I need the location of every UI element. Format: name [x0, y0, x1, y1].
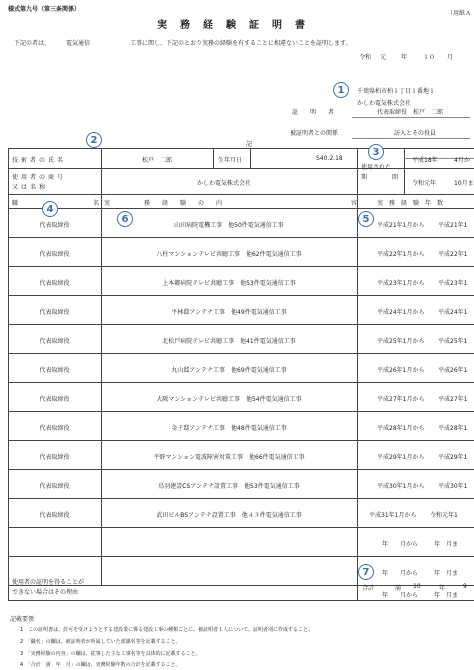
total-label: 合計 — [362, 585, 375, 592]
row-position: 代表取締役 — [39, 367, 70, 374]
engineer-name: 松戸 二郎 — [142, 157, 173, 164]
form-number: 様式第九号（第三条関係） — [8, 6, 81, 13]
relation-underline — [352, 138, 470, 139]
row-from: 平成31年1月から — [369, 512, 417, 519]
row-to: 平成24年1 — [438, 309, 468, 316]
period-end: 令和元年 — [412, 180, 437, 187]
row-content: 山田病院電機工事 他50件電気通信工事 — [174, 222, 284, 229]
row-position: 代表取締役 — [39, 280, 70, 287]
col-content-header-start: 実 — [104, 200, 111, 207]
row-to: 平成27年1 — [438, 396, 468, 403]
row-from: 平成28年1月から — [377, 425, 425, 432]
statement-text: 工事に関し、下記のとおり実務の経験を有することに相違ないことを証明します。 — [130, 40, 352, 47]
period-label-2: 期 — [361, 174, 368, 181]
row-from: 平成30年1月から — [377, 483, 425, 490]
row-to: 平成30年1 — [438, 483, 468, 490]
row-content: 金子邸アンテナ工事 他48件電気通信工事 — [171, 425, 287, 432]
paper-size-note: （用紙Ａ — [447, 10, 472, 17]
row-content: 大阪マンションテレビ共聴工事 他54件電気通信工事 — [156, 396, 302, 403]
row-position: 代表取締役 — [39, 251, 70, 258]
row-from: 平成27年1月から — [377, 396, 425, 403]
row-from: 年 月から — [382, 592, 419, 599]
period-label-3: 間 — [392, 174, 399, 181]
col-years-header: 実 務 経 験 年 数 — [377, 200, 444, 207]
note-item: 3 「実務経験の内容」の欄は、従事した主な工事名等を具体的に記載すること。 — [20, 651, 201, 657]
row-position: 代表取締役 — [39, 338, 70, 345]
period-end-month: 10月ま — [454, 180, 474, 187]
date-month-unit: 月 — [447, 54, 454, 61]
reason-label-1: 使用者の証明を得ることが — [12, 579, 85, 586]
notes-heading: 記載要領 — [10, 616, 35, 623]
annotation-marker-6: 6 — [117, 211, 133, 227]
date-era: 令和 — [359, 54, 372, 61]
reason-label-2: できない場合はその理由 — [12, 589, 79, 596]
row-from: 平成22年1月から — [377, 251, 425, 258]
row-from: 平成23年1月から — [377, 280, 425, 287]
total-months: 9 — [463, 583, 467, 590]
col-content-header: 務 経 験 の 内 — [144, 200, 226, 207]
row-to: 平成26年1 — [438, 367, 468, 374]
note-item: 2 「職名」の欄は、被証明者が所属していた部課名等を記載すること。 — [20, 639, 181, 645]
row-to: 平成22年1 — [438, 251, 468, 258]
certifier-name-underline — [352, 117, 470, 118]
document-title: 実務経験証明書 — [157, 20, 318, 31]
row-position: 代表取締役 — [39, 454, 70, 461]
note-item: 1 この証明書は、許可を受けようとする建設業に係る建設工事の種類ごとに、被証明者１人について、証明者別に作成すること。 — [20, 627, 313, 633]
annotation-marker-2: 2 — [86, 132, 102, 148]
work-type: 電気通信 — [66, 40, 91, 47]
relation-value: 訪人とその役員 — [394, 130, 437, 137]
engineer-name-label: 技術者の氏名 — [12, 157, 67, 164]
row-from: 年 月から — [382, 541, 419, 548]
row-from: 年 月から — [382, 570, 419, 577]
record-title: 記 — [246, 141, 253, 148]
employer-name: かしわ電気株式会社 — [197, 180, 252, 187]
birth-date: S40.2.18 — [316, 155, 343, 162]
col-position-header-end: 名 — [93, 200, 100, 207]
date-month: １０ — [423, 54, 436, 61]
row-content: 平野マンション電波障害対策工事 他66件電気通信工事 — [153, 454, 305, 461]
annotation-marker-4: 4 — [42, 201, 58, 217]
row-from: 平成25年1月から — [377, 338, 425, 345]
employer-label-2: 又は名称 — [12, 184, 49, 191]
row-from: 平成29年1月から — [377, 454, 425, 461]
row-position: 代表取締役 — [39, 222, 70, 229]
certifier-name: 代表取締役 松戸 二郎 — [377, 109, 444, 116]
annotation-marker-5: 5 — [358, 211, 374, 227]
row-content: 八柱マンションテレビ共聴工事 他62件電気通信工事 — [156, 251, 302, 258]
note-item: 4 「合計 満 年 月」の欄は、実務経験年数の合計を記載すること。 — [20, 662, 181, 668]
annotation-marker-1: 1 — [333, 82, 349, 98]
certifier-label: 証 明 者 — [292, 109, 338, 116]
row-to: 年 月ま — [434, 541, 459, 548]
row-position: 代表取締役 — [39, 396, 70, 403]
row-to: 平成21年1 — [438, 222, 468, 229]
row-from: 平成26年1月から — [377, 367, 425, 374]
date-year: 元 — [380, 54, 387, 61]
row-content: 武田ビルBSアンテナ設置工事 他４３件電気通信工事 — [156, 512, 302, 519]
row-position: 代表取締役 — [39, 309, 70, 316]
row-position: 代表取締役 — [39, 425, 70, 432]
certifier-address: 千葉県柏市柏１丁目１番地１ — [357, 88, 436, 95]
col-position-header: 職 — [12, 200, 19, 207]
row-content: 北松戸病院テレビ共聴工事 他41件電気通信工事 — [162, 338, 296, 345]
row-position: 代表取締役 — [39, 483, 70, 490]
row-content: 平林邸アンテナ工事 他49件電気通信工事 — [171, 309, 287, 316]
row-from: 平成21年1月から — [377, 222, 425, 229]
row-content: 上本郷病院テレビ共聴工事 他53件電気通信工事 — [162, 280, 296, 287]
total-span: 満 — [395, 585, 402, 592]
row-to: 令和元年1 — [430, 512, 458, 519]
row-position: 代表取締役 — [39, 512, 70, 519]
row-to: 平成29年1 — [438, 454, 468, 461]
row-from: 平成24年1月から — [377, 309, 425, 316]
period-label-1: 使用された — [361, 164, 392, 171]
certifier-company: かしわ電気株式会社 — [357, 100, 412, 107]
row-to: 年 月ま — [434, 592, 459, 599]
row-to: 平成23年1 — [438, 280, 468, 287]
total-years-unit: 年 — [439, 585, 446, 592]
row-content: 丸山邸アンテナ工事 他69件電気通信工事 — [171, 367, 287, 374]
period-start: 平成18年 — [412, 157, 438, 164]
employer-label-1: 使用者の商号 — [12, 174, 67, 181]
annotation-marker-3: 3 — [368, 144, 384, 160]
period-start-month: 4月か — [454, 157, 470, 164]
relation-label: 被証明者との関係 — [290, 130, 339, 137]
row-to: 平成25年1 — [438, 338, 468, 345]
row-to: 年 月ま — [434, 570, 459, 577]
row-content: 鳥羽建設CSアンテナ設置工事 他53件電気通信工事 — [158, 483, 300, 490]
date-year-unit: 年 — [401, 54, 408, 61]
annotation-marker-7: 7 — [358, 564, 374, 580]
col-content-header-end: 容 — [351, 200, 358, 207]
row-to: 平成28年1 — [438, 425, 468, 432]
statement-prefix: 下記の者は、 — [14, 40, 51, 47]
total-years: 10 — [413, 583, 421, 590]
birth-label: 生年月日 — [218, 157, 243, 164]
